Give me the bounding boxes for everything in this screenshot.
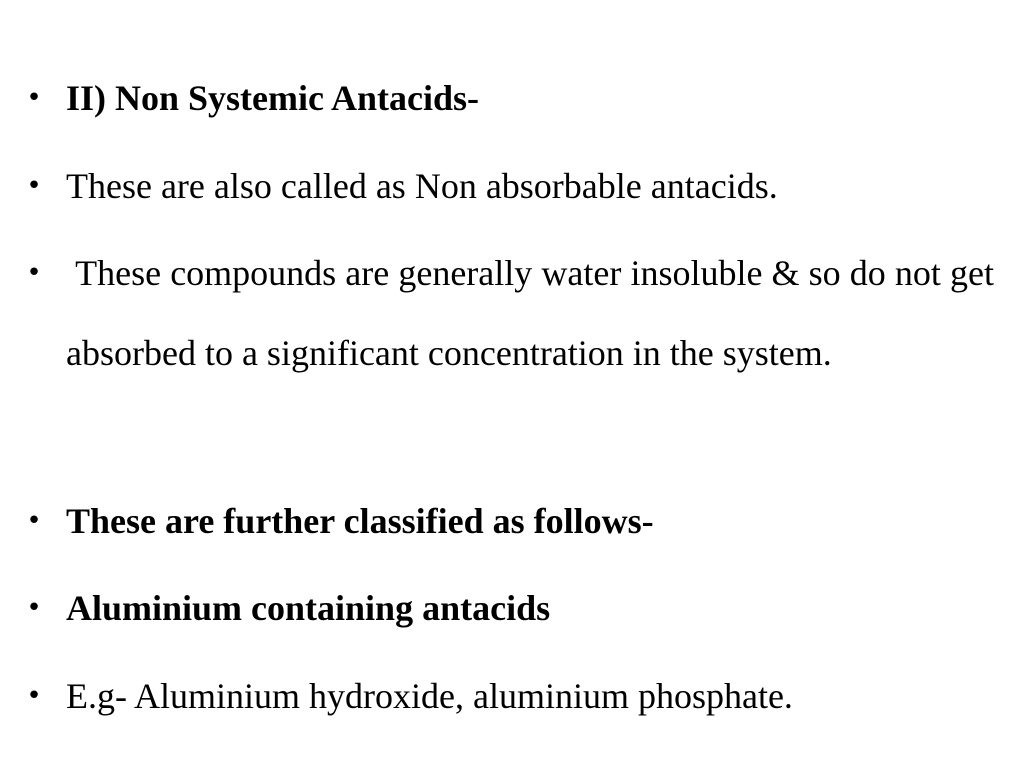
bullet-dot-icon: • (26, 171, 42, 201)
bullet-text: II) Non Systemic Antacids- (66, 78, 480, 118)
bullet-dot-icon: • (26, 681, 42, 711)
bullet-item-heading (26, 58, 994, 138)
bullet-item-subheading (26, 568, 994, 648)
bullet-text: E.g- Aluminium hydroxide, aluminium phosphate. (66, 676, 793, 716)
bullet-dot-icon: • (26, 506, 42, 536)
bullet-item (26, 656, 994, 736)
bullet-text: Aluminium containing antacids (66, 588, 551, 628)
bullet-text: These compounds are generally water insoluble & so do not get absorbed to a significant concentration in the system. (66, 253, 1004, 373)
bullet-text: These are further classified as follows- (66, 501, 654, 541)
bullet-item-subheading (26, 481, 994, 561)
bullet-item (26, 146, 994, 226)
bullet-item (26, 233, 1004, 393)
bullet-dot-icon: • (26, 83, 42, 113)
bullet-dot-icon: • (26, 258, 42, 288)
bullet-dot-icon: • (26, 593, 42, 623)
bullet-text: These are also called as Non absorbable antacids. (66, 166, 778, 206)
